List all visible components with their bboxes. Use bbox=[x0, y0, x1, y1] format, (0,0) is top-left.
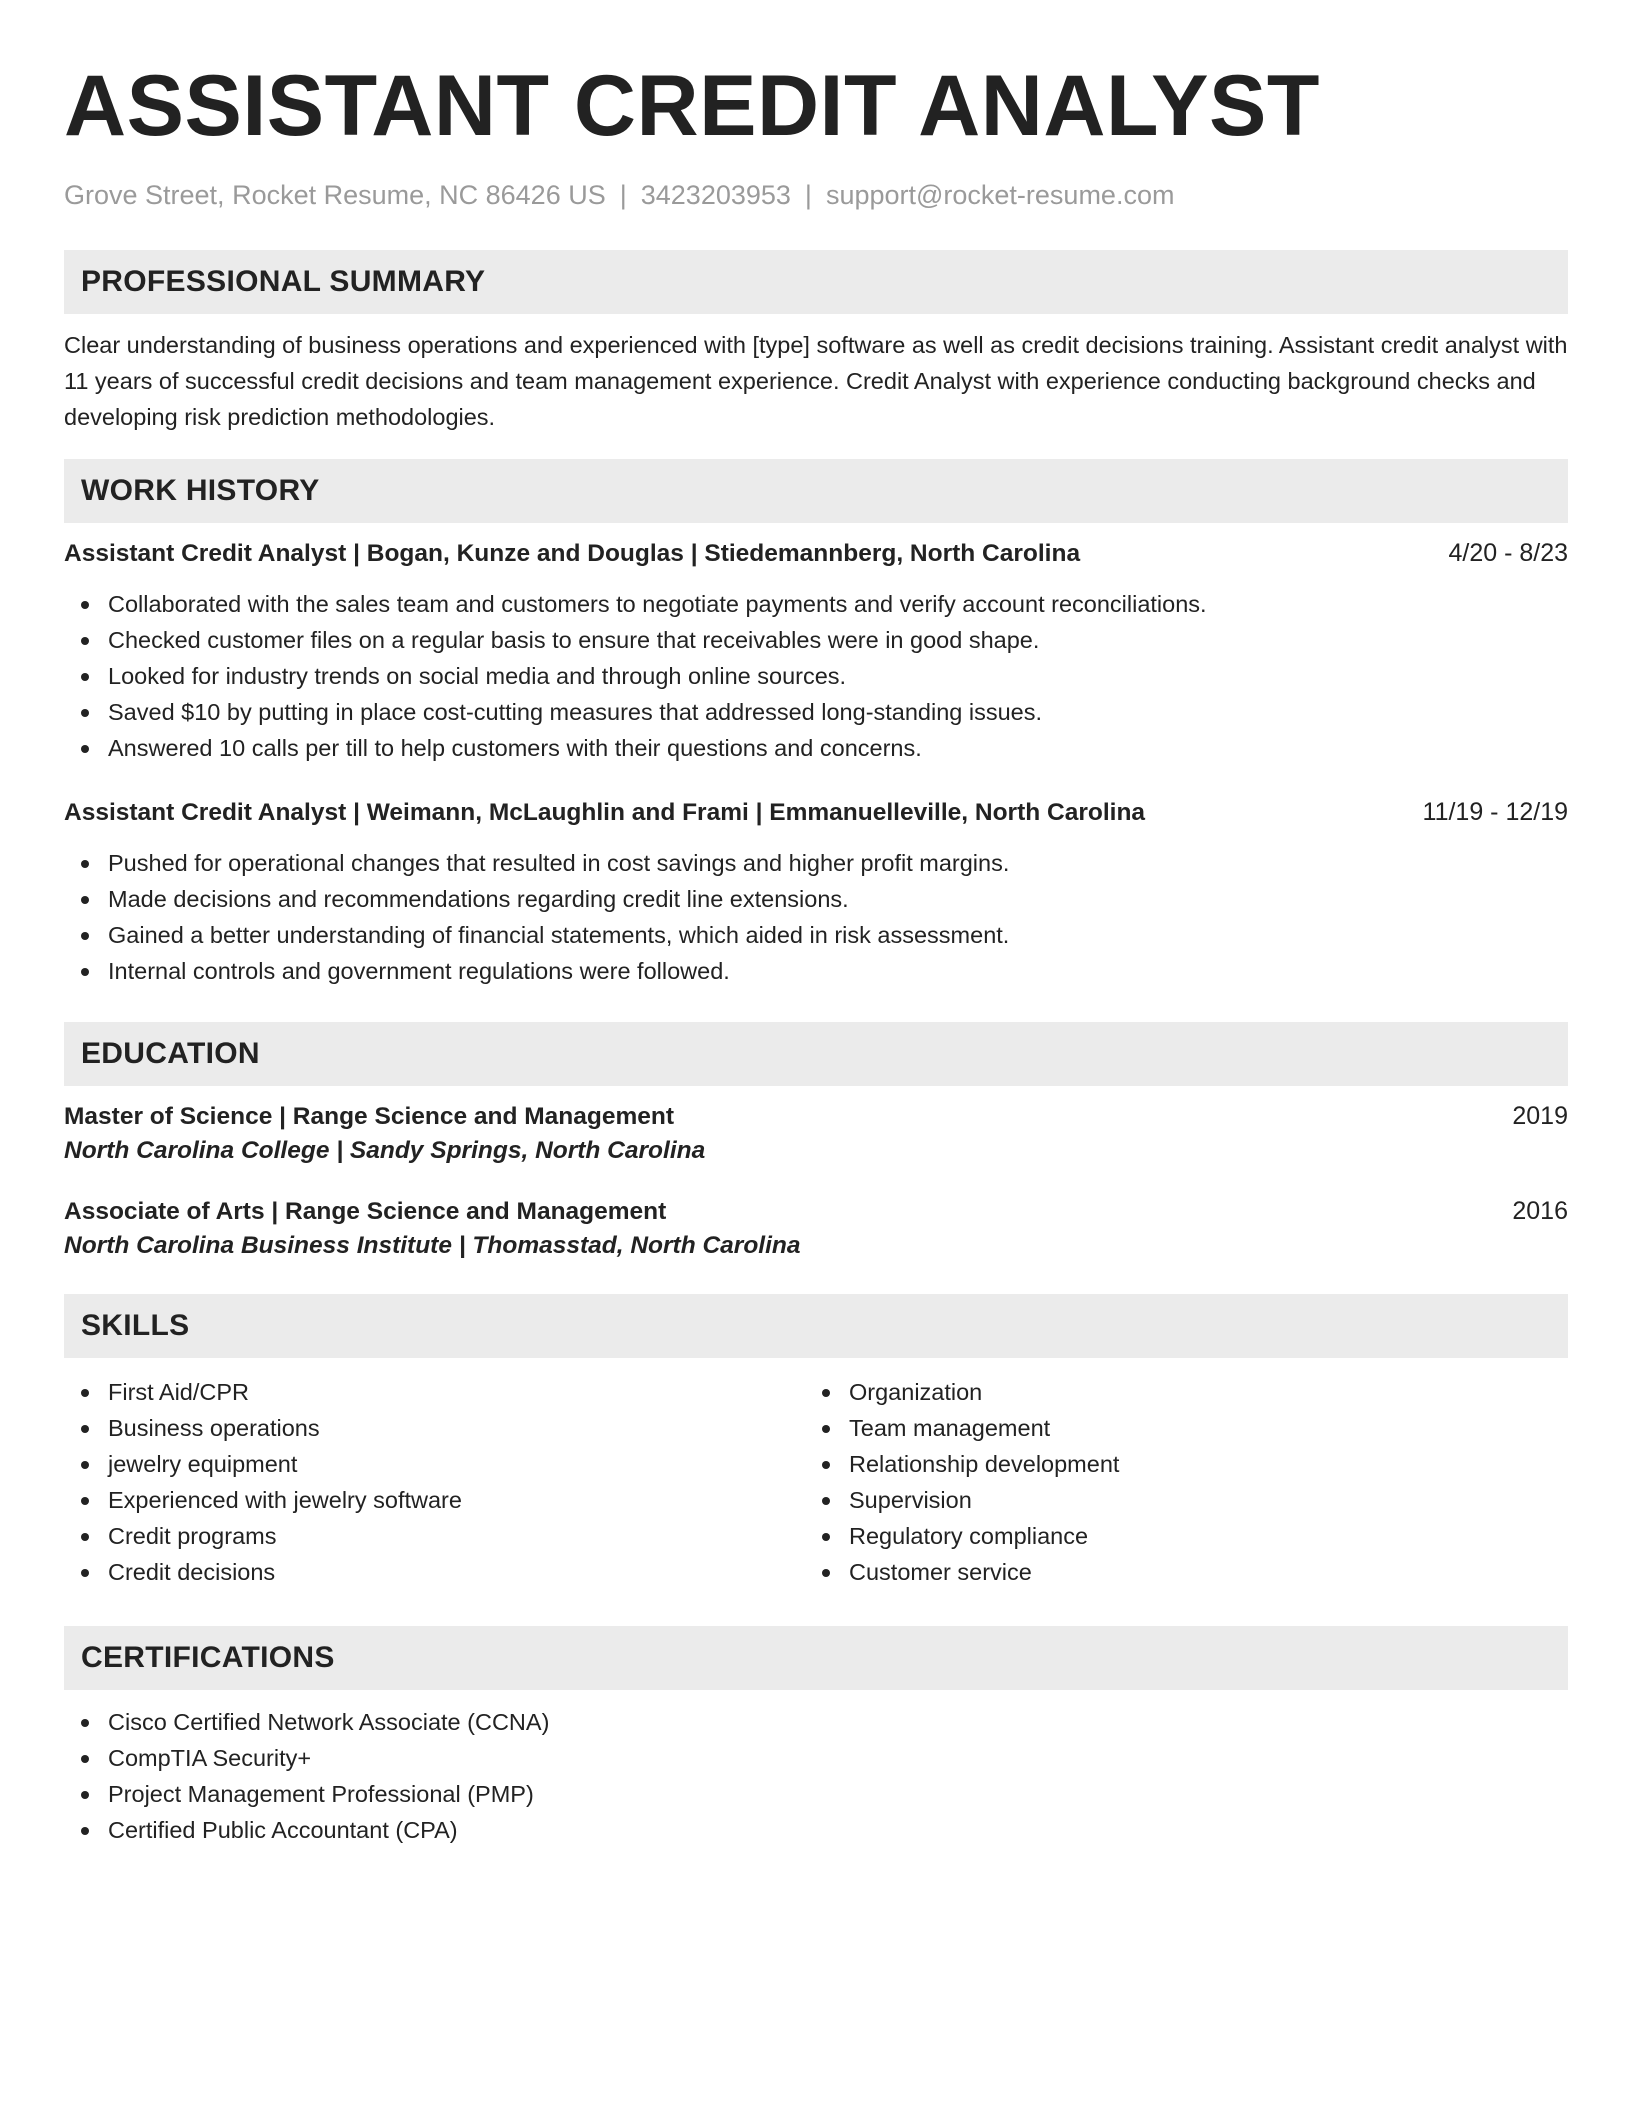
job-bullets bbox=[64, 586, 1568, 766]
job-title: Assistant Credit Analyst | Weimann, McLaughlin and Frami | Emmanuelleville, North Carolina bbox=[64, 799, 1146, 826]
job-header bbox=[64, 798, 1568, 827]
skills-list-left bbox=[64, 1374, 805, 1590]
list-item: Business operations bbox=[64, 1410, 805, 1446]
resume-title: ASSISTANT CREDIT ANALYST bbox=[64, 58, 1320, 154]
section-heading-summary: PROFESSIONAL SUMMARY bbox=[64, 250, 1568, 314]
contact-email: support@rocket-resume.com bbox=[825, 180, 1175, 210]
list-item: jewelry equipment bbox=[64, 1446, 805, 1482]
education-degree: Associate of Arts | Range Science and Management bbox=[64, 1198, 667, 1225]
list-item: Supervision bbox=[805, 1482, 1546, 1518]
education-year: 2016 bbox=[1512, 1197, 1568, 1225]
section-heading-work-history: WORK HISTORY bbox=[64, 459, 1568, 523]
job-dates: 4/20 - 8/23 bbox=[1448, 539, 1568, 567]
list-item: Made decisions and recommendations regarding credit line extensions. bbox=[64, 881, 1568, 917]
list-item: Cisco Certified Network Associate (CCNA) bbox=[64, 1704, 1568, 1740]
skills-list-right bbox=[805, 1374, 1546, 1590]
contact-separator: | bbox=[804, 180, 812, 210]
list-item: Answered 10 calls per till to help customers with their questions and concerns. bbox=[64, 730, 1568, 766]
job-entry bbox=[64, 539, 1568, 766]
skills-grid bbox=[64, 1374, 1568, 1590]
education-school: North Carolina College | Sandy Springs, North Carolina bbox=[64, 1137, 706, 1164]
section-heading-certifications: CERTIFICATIONS bbox=[64, 1626, 1568, 1690]
job-entry bbox=[64, 798, 1568, 989]
summary-text: Clear understanding of business operations and experienced with [type] software as well as credit decisions training. Assistant credit analyst with 11 years of successful credit decisions and team management experience. Credit Analyst with experience conducting background checks and developing risk prediction methodologies. bbox=[64, 332, 1568, 430]
education-entry bbox=[64, 1197, 1568, 1260]
list-item: Internal controls and government regulations were followed. bbox=[64, 953, 1568, 989]
list-item: Pushed for operational changes that resulted in cost savings and higher profit margins. bbox=[64, 845, 1568, 881]
list-item: Customer service bbox=[805, 1554, 1546, 1590]
job-header bbox=[64, 539, 1568, 568]
list-item: Credit programs bbox=[64, 1518, 805, 1554]
list-item: Credit decisions bbox=[64, 1554, 805, 1590]
list-item: Relationship development bbox=[805, 1446, 1546, 1482]
list-item: CompTIA Security+ bbox=[64, 1740, 1568, 1776]
job-bullets bbox=[64, 845, 1568, 989]
education-school: North Carolina Business Institute | Thomasstad, North Carolina bbox=[64, 1232, 801, 1259]
contact-separator: | bbox=[619, 180, 627, 210]
list-item: Organization bbox=[805, 1374, 1546, 1410]
list-item: Experienced with jewelry software bbox=[64, 1482, 805, 1518]
job-title: Assistant Credit Analyst | Bogan, Kunze and Douglas | Stiedemannberg, North Carolina bbox=[64, 540, 1081, 567]
section-heading-education: EDUCATION bbox=[64, 1022, 1568, 1086]
certifications-list bbox=[64, 1704, 1568, 1848]
education-year: 2019 bbox=[1512, 1102, 1568, 1130]
list-item: Checked customer files on a regular basis to ensure that receivables were in good shape. bbox=[64, 622, 1568, 658]
list-item: Regulatory compliance bbox=[805, 1518, 1546, 1554]
list-item: Gained a better understanding of financial statements, which aided in risk assessment. bbox=[64, 917, 1568, 953]
education-header bbox=[64, 1102, 1568, 1131]
section-heading-skills: SKILLS bbox=[64, 1294, 1568, 1358]
list-item: Saved $10 by putting in place cost-cutting measures that addressed long-standing issues. bbox=[64, 694, 1568, 730]
list-item: Project Management Professional (PMP) bbox=[64, 1776, 1568, 1812]
list-item: Team management bbox=[805, 1410, 1546, 1446]
contact-phone: 3423203953 bbox=[640, 180, 791, 210]
list-item: Looked for industry trends on social media and through online sources. bbox=[64, 658, 1568, 694]
contact-address: Grove Street, Rocket Resume, NC 86426 US bbox=[64, 180, 606, 210]
list-item: First Aid/CPR bbox=[64, 1374, 805, 1410]
education-header bbox=[64, 1197, 1568, 1226]
contact-line bbox=[64, 178, 1568, 212]
list-item: Collaborated with the sales team and customers to negotiate payments and verify account reconciliations. bbox=[64, 586, 1568, 622]
education-degree: Master of Science | Range Science and Management bbox=[64, 1103, 675, 1130]
education-entry bbox=[64, 1102, 1568, 1165]
job-dates: 11/19 - 12/19 bbox=[1422, 798, 1568, 826]
list-item: Certified Public Accountant (CPA) bbox=[64, 1812, 1568, 1848]
